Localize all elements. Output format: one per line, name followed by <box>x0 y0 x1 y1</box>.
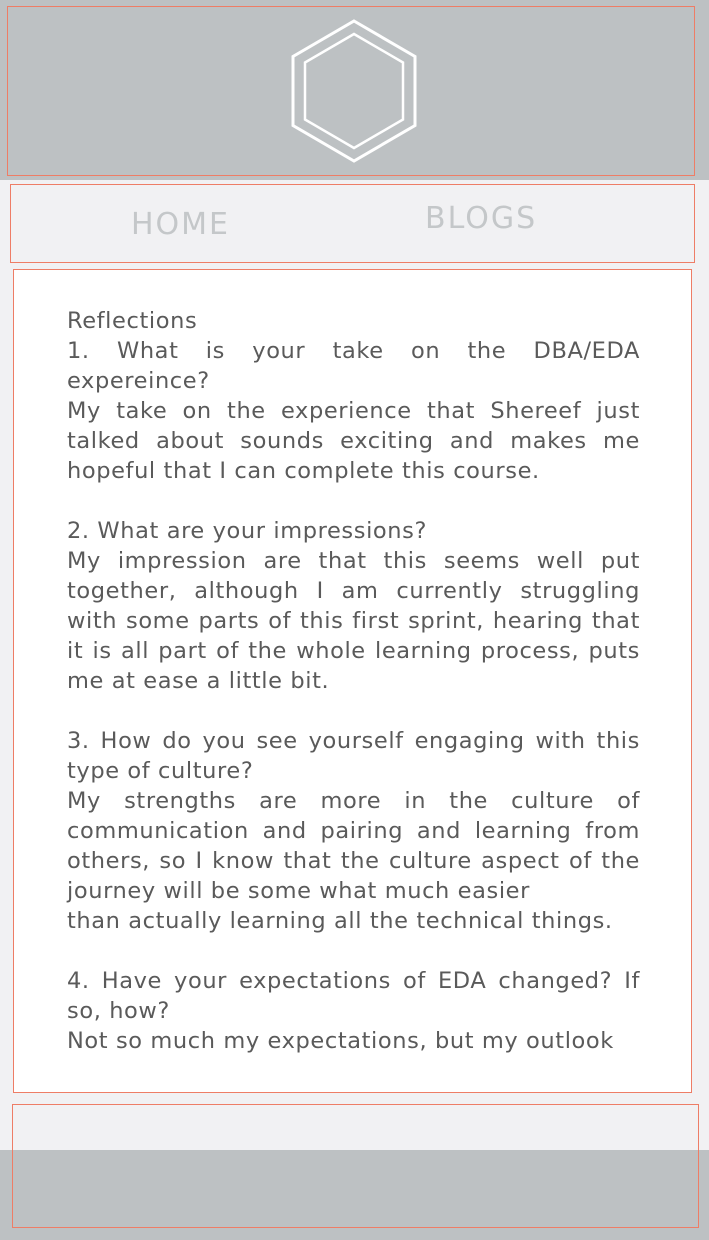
question-2: 2. What are your impressions? <box>67 518 428 544</box>
question-1: 1. What is your take on the DBA/EDA expereince? <box>67 338 640 394</box>
article-title: Reflections <box>67 308 198 334</box>
hexagon-logo-icon[interactable] <box>290 18 418 164</box>
content-panel <box>13 269 692 1093</box>
answer-2: My impression are that this seems well put together, although I am currently struggling with some parts of this first sprint, hearing that it is all part of the whole learning process, puts me at ease a little bit. <box>67 548 640 694</box>
paragraph-gap <box>67 696 640 726</box>
answer-3-last-line: than actually learning all the technical things. <box>67 908 613 934</box>
nav-home-link[interactable]: HOME <box>131 207 231 242</box>
answer-4: Not so much my expectations, but my outlook <box>67 1028 614 1054</box>
question-4: 4. Have your expectations of EDA changed? If so, how? <box>67 968 640 1024</box>
footer-outline <box>12 1104 699 1228</box>
question-3: 3. How do you see yourself engaging with this type of culture? <box>67 728 640 784</box>
blog-article <box>67 306 640 1056</box>
nav-bar <box>10 184 695 263</box>
paragraph-gap <box>67 936 640 966</box>
answer-3: My strengths are more in the culture of communication and pairing and learning from others, so I know that the culture aspect of the journey will be some what much easier <box>67 788 640 904</box>
paragraph-gap <box>67 486 640 516</box>
answer-1: My take on the experience that Shereef just talked about sounds exciting and makes me hopeful that I can complete this course. <box>67 398 640 484</box>
nav-blogs-link[interactable]: BLOGS <box>425 201 538 236</box>
